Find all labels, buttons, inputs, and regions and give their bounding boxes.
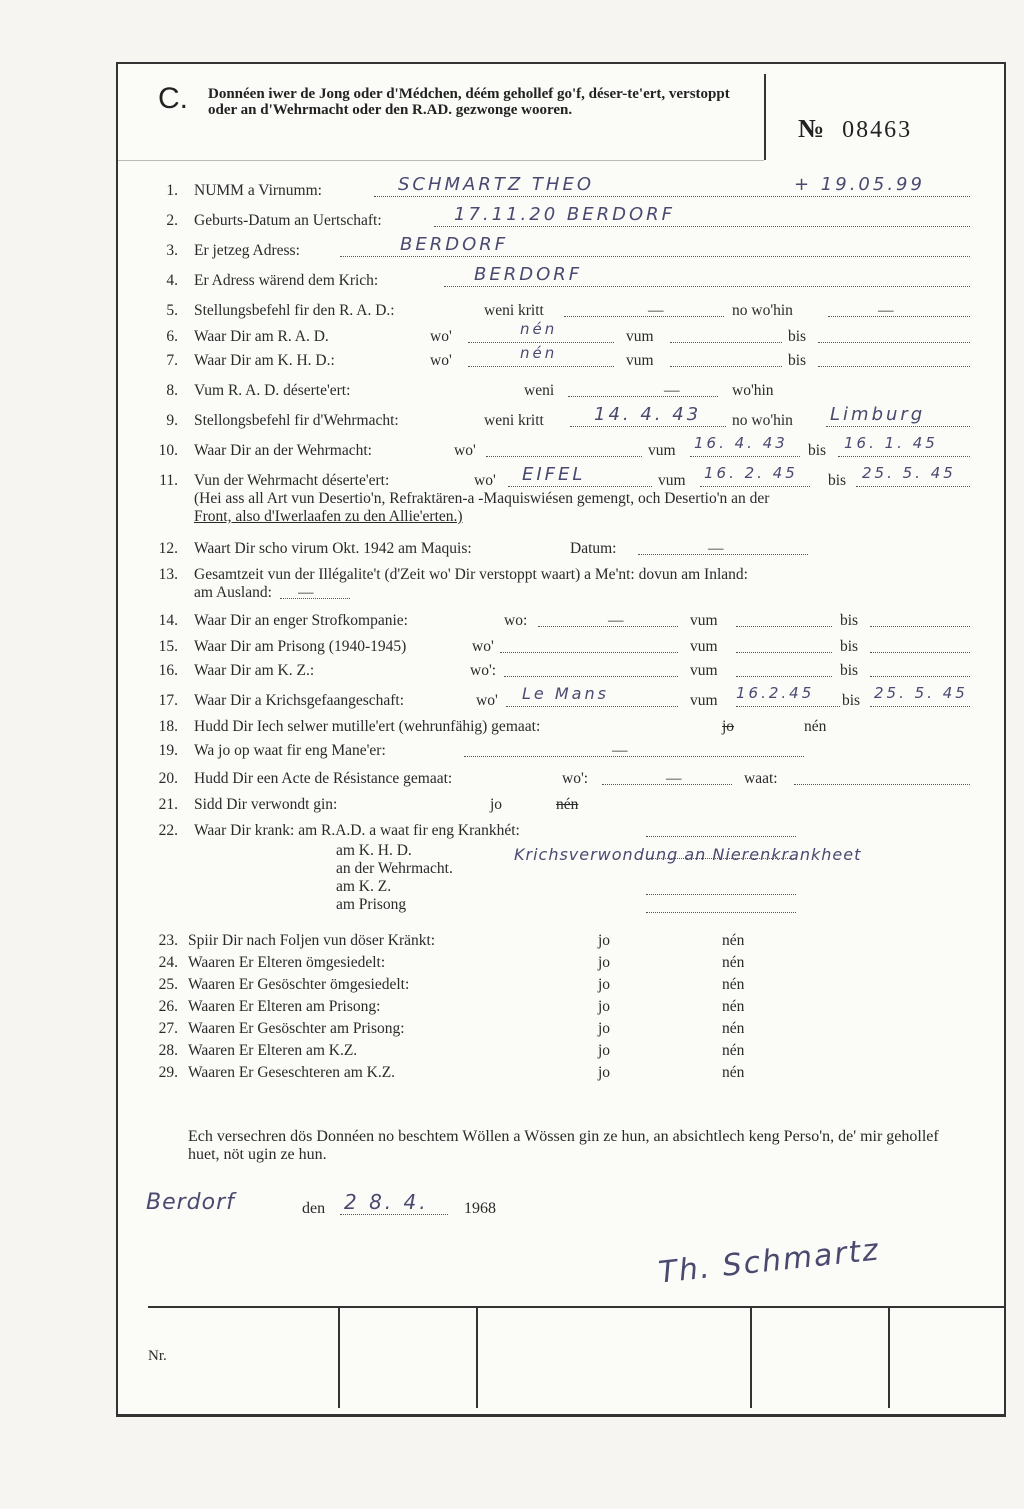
field-row-10: 10. Waar Dir an der Wehrmacht: wo' vum 16. 4. 43 bis 16. 1. 45 [118,442,1004,464]
field-row-2: 2. Geburts-Datum an Uertschaft: 17.11.20 BERDORF [118,212,1004,234]
declaration-text: Ech versechren dös Donnéen no beschtem Wöllen a Wössen gin ze hun, an absichtlech keng Perso'n, de' mir gehollef huet, nöt ugin ze hun. [188,1128,939,1163]
no-option: nén [722,998,745,1015]
yesno-row: 28. Waaren Er Elteren am K.Z. jo nén [158,1042,745,1059]
yesno-row: 23. Spiir Dir nach Foljen vun döser Kränkt: jo nén [158,932,745,949]
footer-rule [148,1306,1004,1308]
yes-option: jo [598,976,611,993]
captivity-place: Le Mans [522,684,609,703]
field-row-13: 13. Gesamtzeit vun der Illégalite't (d'Zeit wo' Dir verstoppt waart) a Me'nt: dovun am Inland: [158,566,748,583]
war-address-value: BERDORF [474,264,583,285]
field-row-16: 16. Waar Dir am K. Z.: wo': vum bis [118,662,1004,684]
yesno-row: 29. Waaren Er Geseschteren am K.Z. jo nén [158,1064,745,1081]
header-rule [118,160,764,161]
field-row-9: 9. Stellongsbefehl fir d'Wehrmacht: weni kritt 14. 4. 43 no wo'hin Limburg [118,412,1004,434]
document-number: № 08463 [798,114,913,143]
field-row-17: 17. Waar Dir a Krichsgefaangeschaft: wo' Le Mans vum 16.2.45 bis 25. 5. 45 [118,692,1004,714]
field-row-19: 19. Wa jo op waat fir eng Mane'er: — [118,742,1004,764]
field-row-4: 4. Er Adress wärend dem Krich: BERDORF [118,272,1004,294]
wehrmacht-order-date: 14. 4. 43 [594,404,702,425]
field-row-7: 7. Waar Dir am K. H. D.: wo' nén vum bis [118,352,1004,374]
no-option: nén [722,954,745,971]
signature: Th. Schmartz [656,1232,882,1291]
wehrmacht-order-place: Limburg [830,404,926,425]
illness-value: Krichsverwondung an Nierenkrankheet [514,845,862,864]
footer-nr-label: Nr. [148,1348,167,1364]
birth-value: 17.11.20 BERDORF [454,204,675,225]
header-divider [764,74,766,160]
yesno-row: 27. Waaren Er Gesöschter am Prisong: jo nén [158,1020,745,1037]
no-option: nén [722,976,745,993]
no-option: nén [722,1020,745,1037]
yes-option: jo [598,1020,611,1037]
field-row-20: 20. Hudd Dir een Acte de Résistance gemaat: wo': — waat: [118,770,1004,792]
field-row-22-sub: am K. H. D. an der Wehrmacht. am K. Z. am Prisong Krichsverwondung an Nierenkrankheet [336,842,862,913]
address-value: BERDORF [400,234,509,255]
section-title: Donnéen iwer de Jong oder d'Médchen, déém gehollef go'f, déser-te'ert, verstoppt oder an d'Wehrmacht oder den R.AD. gezwonge wooren. [208,86,730,118]
field-row-3: 3. Er jetzeg Adress: BERDORF [118,242,1004,264]
yesno-row: 25. Waaren Er Gesöschter ömgesiedelt: jo nén [158,976,745,993]
yes-option: jo [598,1042,611,1059]
field-row-12: 12. Waart Dir scho virum Okt. 1942 am Maquis: Datum: — [118,540,1004,562]
yes-option: jo [598,1064,611,1081]
field-row-14: 14. Waar Dir an enger Strofkompanie: wo: — vum bis [118,612,1004,634]
field-row-11-note: (Hei ass all Art vun Desertio'n, Refraktären-a -Maquiswiésen gemengt, och Desertio'n an der Front, also d'Iwerlaafen zu den Allie'erten.) [194,490,770,525]
no-option: nén [722,932,745,949]
signing-place: Berdorf [146,1190,235,1215]
yes-option: jo [598,932,611,949]
death-date: + 19.05.99 [794,174,925,195]
name-value: SCHMARTZ THEO [398,174,594,195]
field-row-11: 11. Vun der Wehrmacht déserte'ert: wo' EIFEL vum 16. 2. 45 bis 25. 5. 45 [118,472,1004,494]
field-row-21: 21. Sidd Dir verwondt gin: jo nén [158,796,579,813]
field-row-22: 22. Waar Dir krank: am R.A.D. a waat fir eng Krankhét: [118,822,1004,844]
field-row-5: 5. Stellungsbefehl fir den R. A. D.: weni kritt — no wo'hin — [118,302,1004,324]
field-row-6: 6. Waar Dir am R. A. D. wo' nén vum bis [118,328,1004,350]
section-letter: C. [158,82,188,115]
yesno-row: 26. Waaren Er Elteren am Prisong: jo nén [158,998,745,1015]
yes-option: jo [598,998,611,1015]
field-row-15: 15. Waar Dir am Prisong (1940-1945) wo' vum bis [118,638,1004,660]
field-row-13-abroad: am Ausland: — [118,584,1004,606]
field-row-1: 1. NUMM a Virnumm: SCHMARTZ THEO + 19.05.99 [118,182,1004,204]
form-sheet [116,62,1006,1417]
yesno-row: 24. Waaren Er Elteren ömgesiedelt: jo nén [158,954,745,971]
signing-date: 2 8. 4. [344,1190,429,1214]
place-date-line: Berdorf den 2 8. 4. 1968 [146,1190,496,1217]
no-option: nén [722,1042,745,1059]
no-option: nén [722,1064,745,1081]
desertion-place: EIFEL [522,464,586,485]
yes-option: jo [598,954,611,971]
field-row-8: 8. Vum R. A. D. déserte'ert: weni — wo'hin [166,382,774,399]
field-row-18: 18. Hudd Dir Iech selwer mutille'ert (wehrunfähig) gemaat: jo nén [158,718,827,735]
